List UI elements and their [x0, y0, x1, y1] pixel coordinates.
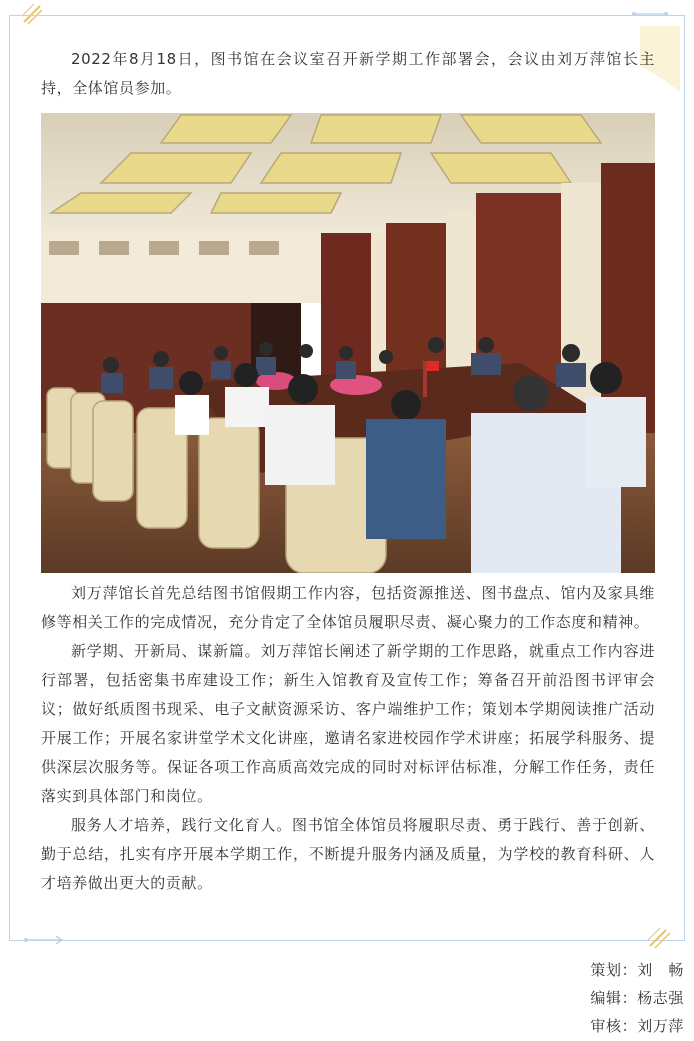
closing-paragraph: 服务人才培养，践行文化育人。图书馆全体馆员将履职尽责、勇于践行、善于创新、勤于总结，扎实有序开展本学期工作，不断提升服务内涵及质量，为学校的教育科研、人才培养做出更大的贡献。 — [41, 816, 655, 892]
summary-paragraph: 刘万萍馆长首先总结图书馆假期工作内容，包括资源推送、图书盘点、馆内及家具维修等相关工作的完成情况，充分肯定了全体馆员履职尽责、凝心聚力的工作态度和精神。 — [41, 584, 655, 631]
corner-decoration-icon — [22, 934, 66, 946]
plan-paragraph: 新学期、开新局、谋新篇。刘万萍馆长阐述了新学期的工作思路，就重点工作内容进行部署，包括密集书库建设工作；新生入馆教育及宣传工作；筹备召开前沿图书评审会议；做好纸质图书现采、电子文献资源采访、客户端维护工作；策划本学期阅读推广活动开展工作；开展名家讲堂学术文化讲座，邀请名家进校园作学术讲座；拓展学科服务、提供深层次服务等。保证各项工作高质高效完成的同时对标评估标准，分解工作任务，责任落实到具体部门和岗位。 — [41, 642, 655, 805]
planner-credit: 策划：刘 畅 — [590, 961, 684, 979]
editor-credit: 编辑：杨志强 — [590, 989, 684, 1007]
intro-paragraph: 2022年8月18日，图书馆在会议室召开新学期工作部署会，会议由刘万萍馆长主持，全体馆员参加。 — [41, 50, 655, 97]
credits — [590, 956, 684, 1040]
corner-decoration-icon — [646, 926, 674, 950]
reviewer-credit: 审核：刘万萍 — [590, 1017, 684, 1035]
article-body — [41, 45, 655, 898]
meeting-photo — [41, 113, 655, 573]
